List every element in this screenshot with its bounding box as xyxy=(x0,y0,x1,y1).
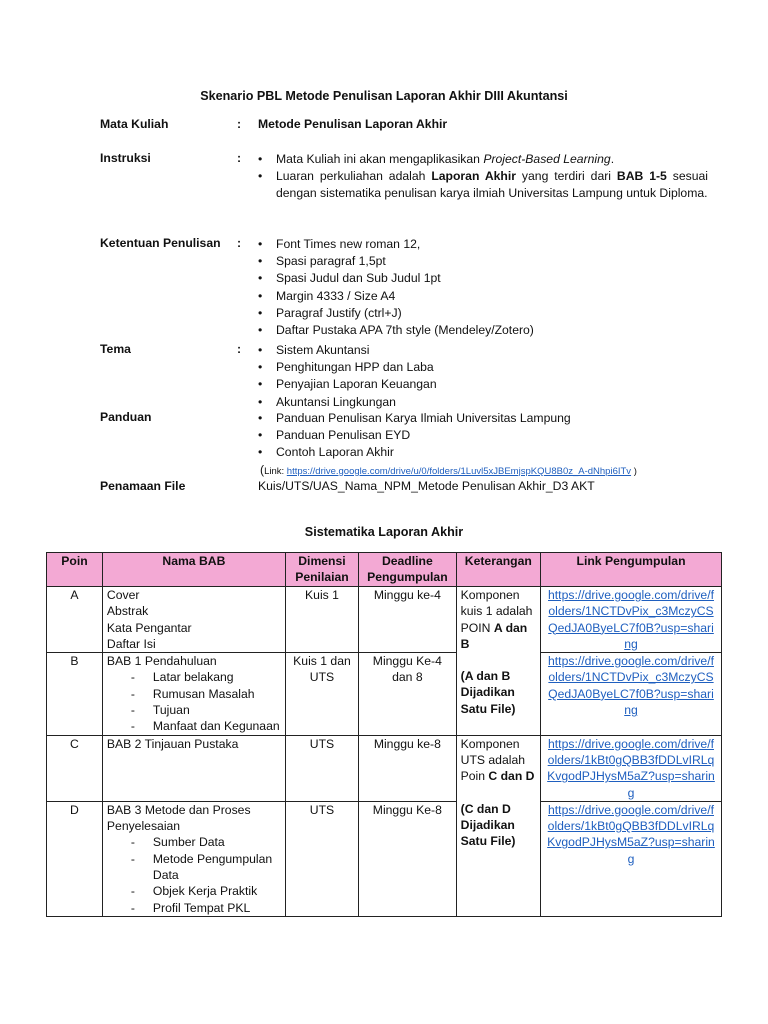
cell-deadline: Minggu Ke-4 dan 8 xyxy=(359,653,457,735)
value-panduan xyxy=(258,410,708,480)
cell-dimensi: Kuis 1 dan UTS xyxy=(285,653,358,735)
table-row xyxy=(47,653,722,735)
table-row xyxy=(47,587,722,653)
value-tema xyxy=(258,342,708,411)
value-penamaan: Kuis/UTS/UAS_Nama_NPM_Metode Penulisan Akhir_D3 AKT xyxy=(258,479,595,493)
cell-poin: C xyxy=(47,735,103,801)
cell-deadline: Minggu ke-4 xyxy=(359,587,457,653)
label-mata-kuliah: Mata Kuliah xyxy=(100,117,169,131)
table-header-row xyxy=(47,553,722,587)
table-title: Sistematika Laporan Akhir xyxy=(304,525,464,539)
panduan-link[interactable]: https://drive.google.com/drive/u/0/folders/1Luvl5xJBEmjspKQU8B0z_A-dNhpi6ITv xyxy=(286,465,632,477)
ketentuan-item: • Spasi paragraf 1,5pt xyxy=(258,253,708,270)
cell-dimensi: UTS xyxy=(285,735,358,801)
cell-bab: BAB 3 Metode dan Proses Penyelesaian - Sumber Data - Metode Pengumpulan Data - Objek Kerja Praktik - Profil Tempat PKL xyxy=(102,801,285,916)
colon: : xyxy=(237,342,242,356)
cell-bab: Cover Abstrak Kata Pengantar Daftar Isi xyxy=(102,587,285,653)
cell-keterangan: Komponen kuis 1 adalah POIN A dan B (A dan B Dijadikan Satu File) xyxy=(456,587,540,736)
cell-bab: BAB 2 Tinjauan Pustaka xyxy=(102,735,285,801)
tema-item: • Akuntansi Lingkungan xyxy=(258,394,708,411)
colon: : xyxy=(237,117,242,131)
panduan-item: • Panduan Penulisan Karya Ilmiah Universitas Lampung xyxy=(258,410,708,427)
link-pengumpulan[interactable]: https://drive.google.com/drive/folders/1kBt0gQBB3fDDLvIRLqKvgodPJHysM5aZ?usp=sharing xyxy=(541,735,722,801)
ketentuan-item: • Font Times new roman 12, xyxy=(258,236,708,253)
header-cell: Link Pengumpulan xyxy=(541,553,722,587)
value-ketentuan xyxy=(258,236,708,339)
header-cell: Deadline Pengumpulan xyxy=(359,553,457,587)
header-cell: Poin xyxy=(47,553,103,587)
ketentuan-item: • Daftar Pustaka APA 7th style (Mendeley/Zotero) xyxy=(258,322,708,339)
instruksi-item: • Mata Kuliah ini akan mengaplikasikan Project-Based Learning. xyxy=(258,151,708,168)
header-cell: Nama BAB xyxy=(102,553,285,587)
colon: : xyxy=(237,151,242,165)
cell-dimensi: UTS xyxy=(285,801,358,916)
label-instruksi: Instruksi xyxy=(100,151,151,165)
link-pengumpulan[interactable]: https://drive.google.com/drive/folders/1kBt0gQBB3fDDLvIRLqKvgodPJHysM5aZ?usp=sharing xyxy=(541,801,722,916)
table-row xyxy=(47,735,722,801)
cell-deadline: Minggu Ke-8 xyxy=(359,801,457,916)
label-ketentuan: Ketentuan Penulisan xyxy=(100,236,221,250)
cell-bab: BAB 1 Pendahuluan - Latar belakang - Rumusan Masalah - Tujuan - Manfaat dan Kegunaan xyxy=(102,653,285,735)
cell-poin: A xyxy=(47,587,103,653)
value-instruksi xyxy=(258,151,708,203)
tema-item: • Penyajian Laporan Keuangan xyxy=(258,376,708,393)
tema-item: • Sistem Akuntansi xyxy=(258,342,708,359)
ketentuan-item: • Spasi Judul dan Sub Judul 1pt xyxy=(258,270,708,287)
sistematika-table xyxy=(46,552,722,917)
panduan-item: • Contoh Laporan Akhir xyxy=(258,444,708,461)
cell-dimensi: Kuis 1 xyxy=(285,587,358,653)
link-pengumpulan[interactable]: https://drive.google.com/drive/folders/1NCTDvPix_c3MczyCSQedJA0ByeLC7f0B?usp=sharing xyxy=(541,587,722,653)
value-mata-kuliah: Metode Penulisan Laporan Akhir xyxy=(258,117,448,131)
label-penamaan: Penamaan File xyxy=(100,479,186,493)
cell-poin: D xyxy=(47,801,103,916)
table-row xyxy=(47,801,722,916)
link-pengumpulan[interactable]: https://drive.google.com/drive/folders/1NCTDvPix_c3MczyCSQedJA0ByeLC7f0B?usp=sharing xyxy=(541,653,722,735)
cell-keterangan: Komponen UTS adalah Poin C dan D (C dan D Dijadikan Satu File) xyxy=(456,735,540,916)
panduan-item: • Panduan Penulisan EYD xyxy=(258,427,708,444)
header-cell: Keterangan xyxy=(456,553,540,587)
tema-item: • Penghitungan HPP dan Laba xyxy=(258,359,708,376)
colon: : xyxy=(237,236,242,250)
ketentuan-item: • Margin 4333 / Size A4 xyxy=(258,288,708,305)
label-panduan: Panduan xyxy=(100,410,152,424)
instruksi-item: • Luaran perkuliahan adalah Laporan Akhir yang terdiri dari BAB 1-5 sesuai dengan sistematika penulisan karya ilmiah Universitas Lampung untuk Diploma. xyxy=(258,168,708,202)
document-title: Skenario PBL Metode Penulisan Laporan Akhir DIII Akuntansi xyxy=(200,89,568,103)
panduan-link-line: (Link: https://drive.google.com/drive/u/0/folders/1Luvl5xJBEmjspKQU8B0z_A-dNhpi6ITv ) xyxy=(260,462,637,477)
cell-deadline: Minggu ke-8 xyxy=(359,735,457,801)
ketentuan-item: • Paragraf Justify (ctrl+J) xyxy=(258,305,708,322)
header-cell: Dimensi Penilaian xyxy=(285,553,358,587)
cell-poin: B xyxy=(47,653,103,735)
label-tema: Tema xyxy=(100,342,131,356)
